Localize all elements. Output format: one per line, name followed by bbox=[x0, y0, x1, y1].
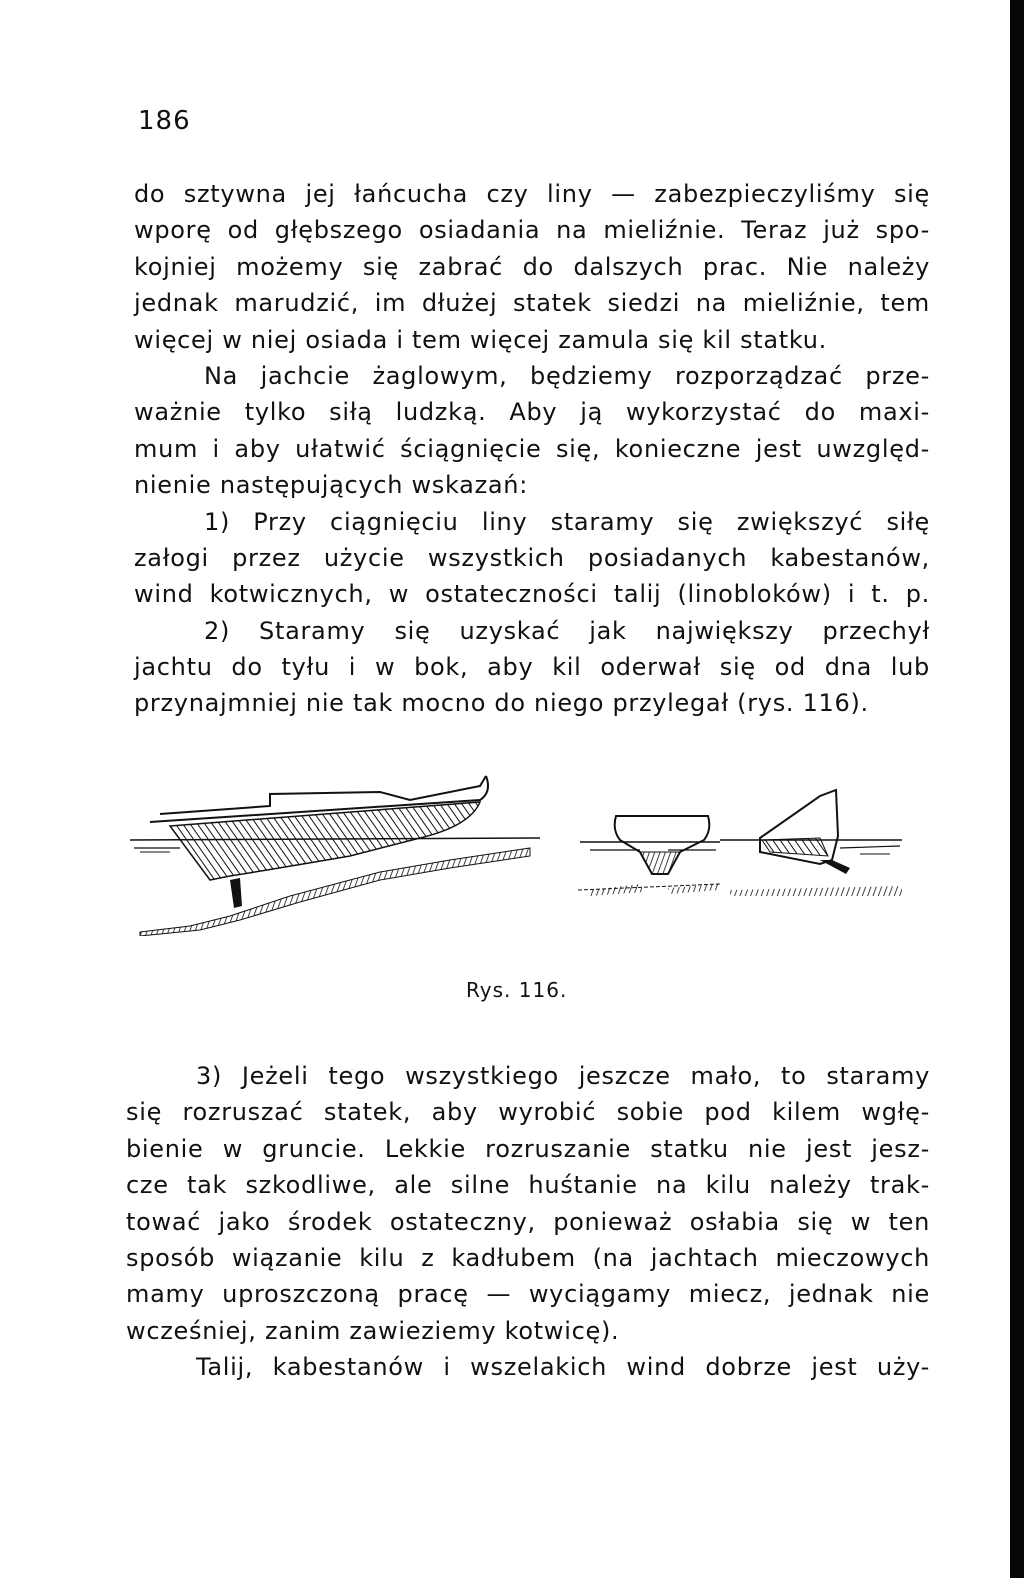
text-line: 1) Przy ciągnięciu liny staramy się zwiększyć siłę bbox=[204, 507, 930, 536]
text-line: kojniej możemy się zabrać do dalszych prac. Nie należy bbox=[134, 252, 930, 281]
text-line: Talij, kabestanów i wszelakich wind dobrze jest uży- bbox=[196, 1353, 930, 1382]
text-block-lower bbox=[126, 1058, 930, 1386]
page-edge-shadow bbox=[1010, 0, 1024, 1578]
text-line: jednak marudzić, im dłużej statek siedzi na mieliźnie, tem bbox=[134, 289, 930, 318]
page-number: 186 bbox=[138, 106, 191, 136]
text-line: mamy uproszczoną pracę — wyciągamy miecz, jednak nie bbox=[126, 1280, 930, 1309]
text-line: cze tak szkodliwe, ale silne huśtanie na kilu należy trak- bbox=[126, 1171, 930, 1200]
text-line: tować jako środek ostateczny, ponieważ osłabia się w ten bbox=[126, 1207, 930, 1236]
yacht-cross-section-heeled bbox=[720, 790, 902, 896]
text-line: więcej w niej osiada i tem więcej zamula się kil statku. bbox=[134, 325, 828, 354]
text-line: 3) Jeżeli tego wszystkiego jeszcze mało, to staramy bbox=[196, 1062, 930, 1090]
text-line: do sztywna jej łańcucha czy liny — zabezpieczyliśmy się bbox=[134, 180, 930, 208]
figure-drawing bbox=[120, 756, 920, 936]
yacht-cross-section-upright bbox=[578, 816, 720, 896]
text-line: Na jachcie żaglowym, będziemy rozporządzać prze- bbox=[204, 361, 930, 390]
text-line: nienie następujących wskazań: bbox=[134, 471, 528, 500]
text-line: wporę od głębszego osiadania na mieliźnie. Teraz już spo- bbox=[134, 216, 930, 245]
text-line: załogi przez użycie wszystkich posiadanych kabestanów, bbox=[134, 543, 930, 572]
text-line: wind kotwicznych, w ostateczności talij (linobloków) i t. p. bbox=[134, 580, 930, 609]
text-line: przynajmniej nie tak mocno do niego przylegał (rys. 116). bbox=[134, 689, 869, 718]
yacht-side-view bbox=[130, 776, 540, 936]
text-line: się rozruszać statek, aby wyrobić sobie pod kilem wgłę- bbox=[126, 1098, 930, 1127]
text-line: 2) Staramy się uzyskać jak największy przechył bbox=[204, 616, 930, 645]
text-block-upper bbox=[134, 176, 930, 722]
text-line: jachtu do tyłu i w bok, aby kil oderwał się od dna lub bbox=[134, 653, 930, 682]
text-line: mum i aby ułatwić ściągnięcie się, konieczne jest uwzględ- bbox=[134, 434, 930, 463]
figure-yacht-heeling bbox=[120, 756, 920, 936]
text-line: ważnie tylko siłą ludzką. Aby ją wykorzystać do maxi- bbox=[134, 398, 930, 427]
text-line: sposób wiązanie kilu z kadłubem (na jachtach mieczowych bbox=[126, 1243, 930, 1272]
text-line: bienie w gruncie. Lekkie rozruszanie statku nie jest jesz- bbox=[126, 1134, 930, 1163]
figure-caption: Rys. 116. bbox=[466, 978, 568, 1002]
text-line: wcześniej, zanim zawieziemy kotwicę). bbox=[126, 1316, 620, 1345]
